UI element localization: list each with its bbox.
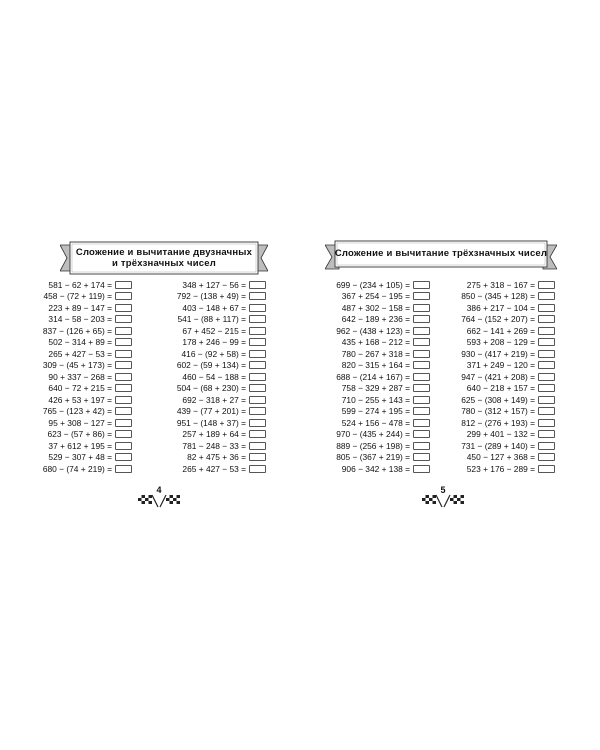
answer-box[interactable] (538, 396, 555, 404)
answer-box[interactable] (115, 430, 132, 438)
exercise-expression: 450 − 127 + 368 = (466, 452, 535, 463)
exercise-expression: 82 + 475 + 36 = (187, 452, 246, 463)
answer-box[interactable] (115, 442, 132, 450)
exercise-expression: 850 − (345 + 128) = (461, 291, 535, 302)
exercise-expression: 812 − (276 + 193) = (461, 417, 535, 428)
exercise-expression: 275 + 318 − 167 = (466, 279, 535, 290)
answer-box[interactable] (413, 396, 430, 404)
exercise-expression: 460 − 54 − 188 = (182, 371, 246, 382)
exercise-expression: 458 − (72 + 119) = (43, 291, 112, 302)
answer-box[interactable] (413, 281, 430, 289)
exercise-expression: 688 − (214 + 167) = (336, 371, 410, 382)
exercise-row (336, 337, 430, 349)
exercise-expression: 780 − 267 + 318 = (341, 348, 410, 359)
answer-box[interactable] (413, 442, 430, 450)
exercise-expression: 662 − 141 + 269 = (466, 325, 535, 336)
answer-box[interactable] (538, 373, 555, 381)
exercise-row (177, 360, 266, 372)
answer-box[interactable] (115, 419, 132, 427)
answer-box[interactable] (115, 384, 132, 392)
exercise-row (461, 463, 555, 475)
exercise-expression: 599 − 274 + 195 = (341, 406, 410, 417)
answer-box[interactable] (413, 407, 430, 415)
exercise-row (43, 440, 132, 452)
exercise-expression: 731 − (289 + 140) = (461, 440, 535, 451)
answer-box[interactable] (413, 419, 430, 427)
exercise-row (336, 417, 430, 429)
exercise-expression: 951 − (148 + 37) = (176, 417, 246, 428)
exercise-expression: 37 + 612 + 195 = (48, 440, 112, 451)
exercise-row (461, 440, 555, 452)
answer-box[interactable] (249, 419, 266, 427)
answer-box[interactable] (249, 327, 266, 335)
exercise-expression: 780 − (312 + 157) = (461, 406, 535, 417)
checkered-flags-icon (420, 494, 466, 508)
answer-box[interactable] (413, 315, 430, 323)
exercise-expression: 67 + 452 − 215 = (182, 325, 246, 336)
answer-box[interactable] (115, 304, 132, 312)
answer-box[interactable] (249, 338, 266, 346)
title-line-2: и трёхзначных чисел (112, 258, 216, 269)
exercise-row (336, 314, 430, 326)
exercise-row (461, 348, 555, 360)
exercise-expression: 223 + 89 − 147 = (48, 302, 112, 313)
exercise-expression: 680 − (74 + 219) = (42, 463, 112, 474)
answer-box[interactable] (413, 338, 430, 346)
answer-box[interactable] (249, 453, 266, 461)
exercise-row (461, 279, 555, 291)
answer-box[interactable] (538, 453, 555, 461)
answer-box[interactable] (115, 281, 132, 289)
answer-box[interactable] (115, 327, 132, 335)
exercise-expression: 386 + 217 − 104 = (466, 302, 535, 313)
exercise-expression: 487 + 302 − 158 = (341, 302, 410, 313)
exercise-expression: 523 + 176 − 289 = (466, 463, 535, 474)
exercise-row (461, 429, 555, 441)
checkered-flags-icon (136, 494, 182, 508)
exercise-expression: 642 − 189 + 236 = (341, 314, 410, 325)
exercise-expression: 348 + 127 − 56 = (182, 279, 246, 290)
answer-box[interactable] (538, 281, 555, 289)
answer-box[interactable] (538, 407, 555, 415)
page-number: 5 (440, 485, 446, 495)
exercise-expression: 764 − (152 + 207) = (461, 314, 535, 325)
exercise-row (461, 314, 555, 326)
answer-box[interactable] (413, 373, 430, 381)
exercise-row (336, 325, 430, 337)
exercise-row (43, 325, 132, 337)
exercise-row (177, 406, 266, 418)
answer-box[interactable] (115, 350, 132, 358)
answer-box[interactable] (413, 350, 430, 358)
answer-box[interactable] (538, 384, 555, 392)
answer-box[interactable] (413, 430, 430, 438)
exercise-row (336, 279, 430, 291)
exercise-expression: 640 − 72 + 215 = (48, 383, 112, 394)
exercise-expression: 970 − (435 + 244) = (336, 429, 410, 440)
exercise-row (461, 406, 555, 418)
exercise-expression: 765 − (123 + 42) = (42, 406, 112, 417)
exercise-expression: 837 − (126 + 65) = (42, 325, 112, 336)
answer-box[interactable] (249, 281, 266, 289)
exercise-row (461, 291, 555, 303)
answer-box[interactable] (115, 373, 132, 381)
exercise-expression: 758 − 329 + 287 = (341, 383, 410, 394)
exercise-row (177, 371, 266, 383)
exercise-expression: 962 − (438 + 123) = (336, 325, 410, 336)
answer-box[interactable] (538, 304, 555, 312)
page-number: 4 (156, 485, 162, 495)
exercise-row (177, 383, 266, 395)
answer-box[interactable] (538, 315, 555, 323)
exercise-expression: 625 − (308 + 149) = (461, 394, 535, 405)
exercise-row (177, 302, 266, 314)
exercise-row (461, 417, 555, 429)
exercise-row (461, 452, 555, 464)
right-page (300, 0, 600, 750)
answer-box[interactable] (249, 373, 266, 381)
answer-box[interactable] (115, 315, 132, 323)
exercise-row (336, 452, 430, 464)
exercise-row (461, 371, 555, 383)
exercise-row (336, 383, 430, 395)
exercise-expression: 257 + 189 + 64 = (182, 429, 246, 440)
exercise-row (43, 314, 132, 326)
exercise-row (177, 348, 266, 360)
answer-box[interactable] (249, 384, 266, 392)
exercise-row (43, 383, 132, 395)
exercise-row (43, 417, 132, 429)
exercise-expression: 502 − 314 + 89 = (48, 337, 112, 348)
exercise-expression: 416 − (92 + 58) = (181, 348, 246, 359)
exercise-row (43, 360, 132, 372)
exercise-expression: 265 + 427 − 53 = (182, 463, 246, 474)
answer-box[interactable] (538, 292, 555, 300)
answer-box[interactable] (249, 407, 266, 415)
title-banner (325, 239, 557, 273)
title-banner (60, 241, 268, 275)
exercise-row (461, 302, 555, 314)
page-title (60, 241, 268, 275)
exercise-expression: 581 − 62 + 174 = (48, 279, 112, 290)
exercise-row (177, 417, 266, 429)
exercise-column-1 (336, 279, 430, 475)
exercise-column-2 (177, 279, 266, 475)
exercise-row (461, 394, 555, 406)
exercise-row (43, 394, 132, 406)
exercise-expression: 792 − (138 + 49) = (176, 291, 246, 302)
exercise-row (461, 360, 555, 372)
exercise-expression: 541 − (88 + 117) = (177, 314, 246, 325)
exercise-row (461, 325, 555, 337)
exercise-expression: 947 − (421 + 208) = (461, 371, 535, 382)
exercise-expression: 504 − (68 + 230) = (176, 383, 246, 394)
answer-box[interactable] (115, 361, 132, 369)
exercise-row (177, 314, 266, 326)
answer-box[interactable] (115, 338, 132, 346)
exercise-row (336, 371, 430, 383)
exercise-expression: 299 + 401 − 132 = (466, 429, 535, 440)
exercise-row (43, 279, 132, 291)
exercise-row (336, 440, 430, 452)
exercise-expression: 781 − 248 − 33 = (182, 440, 246, 451)
title-line: Сложение и вычитание трёхзначных чисел (334, 247, 548, 259)
exercise-expression: 805 − (367 + 219) = (336, 452, 410, 463)
answer-box[interactable] (249, 292, 266, 300)
exercise-expression: 529 − 307 + 48 = (48, 452, 112, 463)
exercise-expression: 699 − (234 + 105) = (336, 279, 410, 290)
answer-box[interactable] (413, 292, 430, 300)
answer-box[interactable] (538, 430, 555, 438)
exercise-expression: 906 − 342 + 138 = (341, 463, 410, 474)
exercise-row (461, 337, 555, 349)
exercise-row (177, 440, 266, 452)
exercise-row (336, 394, 430, 406)
exercise-row (43, 337, 132, 349)
exercise-row (461, 383, 555, 395)
exercise-expression: 692 − 318 + 27 = (182, 394, 246, 405)
exercise-row (43, 406, 132, 418)
exercise-row (43, 371, 132, 383)
answer-box[interactable] (249, 315, 266, 323)
exercise-row (336, 360, 430, 372)
exercise-expression: 593 + 208 − 129 = (466, 337, 535, 348)
exercise-expression: 820 − 315 + 164 = (341, 360, 410, 371)
answer-box[interactable] (249, 430, 266, 438)
exercise-expression: 710 − 255 + 143 = (341, 394, 410, 405)
exercise-expression: 930 − (417 + 219) = (461, 348, 535, 359)
exercise-row (177, 429, 266, 441)
exercise-row (43, 348, 132, 360)
answer-box[interactable] (413, 465, 430, 473)
title-line-1: Сложение и вычитание двузначных (75, 247, 253, 258)
answer-box[interactable] (413, 304, 430, 312)
exercise-expression: 426 + 53 + 197 = (48, 394, 112, 405)
exercise-expression: 314 − 58 − 203 = (48, 314, 112, 325)
exercise-row (43, 302, 132, 314)
answer-box[interactable] (538, 361, 555, 369)
answer-box[interactable] (115, 465, 132, 473)
exercise-column-2 (461, 279, 555, 475)
exercise-expression: 90 + 337 − 268 = (48, 371, 112, 382)
exercise-expression: 435 + 168 − 212 = (341, 337, 410, 348)
answer-box[interactable] (538, 465, 555, 473)
answer-box[interactable] (115, 407, 132, 415)
exercise-expression: 889 − (256 + 198) = (336, 440, 410, 451)
exercise-row (336, 429, 430, 441)
answer-box[interactable] (115, 453, 132, 461)
exercise-row (177, 394, 266, 406)
exercise-row (177, 279, 266, 291)
exercise-expression: 178 + 246 − 99 = (182, 337, 246, 348)
exercise-expression: 309 − (45 + 173) = (42, 360, 112, 371)
exercise-row (336, 348, 430, 360)
answer-box[interactable] (538, 327, 555, 335)
answer-box[interactable] (413, 361, 430, 369)
exercise-row (43, 291, 132, 303)
exercise-expression: 367 + 254 − 195 = (341, 291, 410, 302)
answer-box[interactable] (249, 304, 266, 312)
answer-box[interactable] (538, 419, 555, 427)
answer-box[interactable] (249, 465, 266, 473)
exercise-expression: 265 + 427 − 53 = (48, 348, 112, 359)
exercise-expression: 524 + 156 − 478 = (341, 417, 410, 428)
answer-box[interactable] (115, 292, 132, 300)
exercise-row (177, 325, 266, 337)
answer-box[interactable] (249, 350, 266, 358)
exercise-column-1 (43, 279, 132, 475)
exercise-expression: 439 − (77 + 201) = (176, 406, 246, 417)
answer-box[interactable] (413, 453, 430, 461)
answer-box[interactable] (538, 350, 555, 358)
answer-box[interactable] (538, 442, 555, 450)
exercise-row (43, 452, 132, 464)
exercise-row (336, 406, 430, 418)
answer-box[interactable] (249, 396, 266, 404)
page-title (325, 239, 557, 267)
answer-box[interactable] (413, 384, 430, 392)
exercise-row (177, 463, 266, 475)
exercise-row (177, 291, 266, 303)
exercise-expression: 371 + 249 − 120 = (466, 360, 535, 371)
exercise-row (336, 463, 430, 475)
exercise-expression: 95 + 308 − 127 = (48, 417, 112, 428)
exercise-expression: 602 − (59 + 134) = (176, 360, 246, 371)
answer-box[interactable] (115, 396, 132, 404)
exercise-row (43, 463, 132, 475)
exercise-row (177, 337, 266, 349)
exercise-row (336, 302, 430, 314)
exercise-row (177, 452, 266, 464)
exercise-expression: 623 − (57 + 86) = (47, 429, 112, 440)
answer-box[interactable] (413, 327, 430, 335)
answer-box[interactable] (538, 338, 555, 346)
exercise-expression: 640 − 218 + 157 = (466, 383, 535, 394)
answer-box[interactable] (249, 442, 266, 450)
exercise-row (43, 429, 132, 441)
exercise-expression: 403 − 148 + 67 = (182, 302, 246, 313)
answer-box[interactable] (249, 361, 266, 369)
exercise-row (336, 291, 430, 303)
